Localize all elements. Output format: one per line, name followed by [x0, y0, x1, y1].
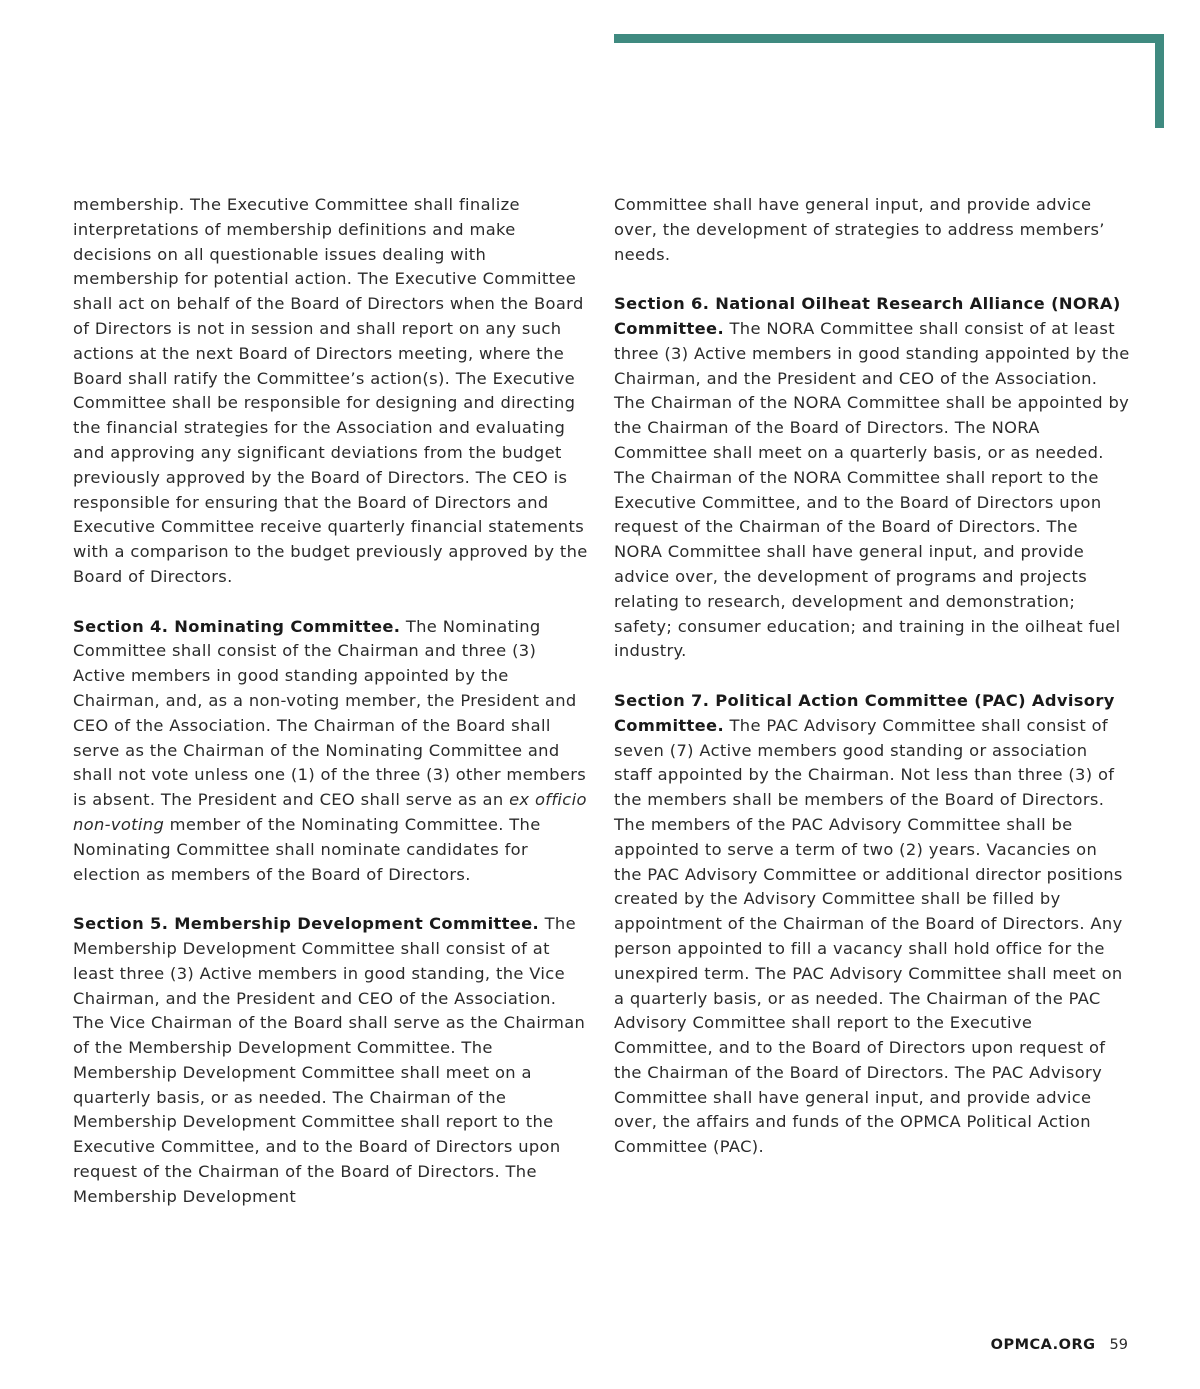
- page-footer: [991, 1337, 1128, 1353]
- section-6-paragraph: [614, 292, 1130, 664]
- corner-accent-horizontal: [614, 34, 1164, 43]
- section-5-paragraph: [73, 912, 591, 1210]
- section-6-text: The NORA Committee shall consist of at least three (3) Active members in good standing appointed by the Chairman, and the President and CEO of the Association. The Chairman of the NORA Committee shall be appointed by the Chairman of the Board of Directors. The NORA Committee shall meet on a quarterly basis, or as needed. The Chairman of the NORA Committee shall report to the Executive Committee, and to the Board of Directors upon request of the Chairman of the Board of Directors. The NORA Committee shall have general input, and provide advice over, the development of programs and projects relating to research, development and demonstration; safety; consumer education; and training in the oilheat fuel industry.: [614, 318, 1130, 661]
- section-4-text-a: The Nominating Committee shall consist of the Chairman and three (3) Active members in good standing appointed by the Chairman, and, as a non-voting member, the President and CEO of the Association. The Chairman of the Board shall serve as the Chairman of the Nominating Committee and shall not vote unless one (1) of the three (3) other members is absent. The President and CEO shall serve as an: [73, 616, 587, 810]
- section-4-paragraph: [73, 615, 591, 888]
- section-7-heading: Section 7. Political Action Committee (PAC) Advisory Committee.: [614, 690, 1115, 735]
- section-4-italic: ex officio non-voting: [73, 790, 587, 834]
- right-column: [614, 193, 1130, 1185]
- corner-accent-vertical: [1155, 34, 1164, 128]
- membership-continuation-paragraph: Committee shall have general input, and provide advice over, the development of strategies to address members’ needs.: [614, 195, 1105, 264]
- page-number: 59: [1109, 1337, 1128, 1353]
- section-7-paragraph: [614, 689, 1130, 1160]
- left-column: [73, 193, 591, 1234]
- section-6-heading: Section 6. National Oilheat Research Alliance (NORA) Committee.: [614, 294, 1121, 338]
- section-4-text-b: member of the Nominating Committee. The Nominating Committee shall nominate candidates for election as members of the Board of Directors.: [73, 814, 541, 884]
- section-7-text: The PAC Advisory Committee shall consist of seven (7) Active members good standing or association staff appointed by the Chairman. Not less than three (3) of the members shall be members of the Board of Directors. The members of the PAC Advisory Committee shall be appointed to serve a term of two (2) years. Vacancies on the PAC Advisory Committee or additional director positions created by the Advisory Committee shall be filled by appointment of the Chairman of the Board of Directors. Any person appointed to fill a vacancy shall hold office for the unexpired term. The PAC Advisory Committee shall meet on a quarterly basis, or as needed. The Chairman of the PAC Advisory Committee shall report to the Executive Committee, and to the Board of Directors upon request of the Chairman of the Board of Directors. The PAC Advisory Committee shall have general input, and provide advice over, the affairs and funds of the OPMCA Political Action Committee (PAC).: [614, 715, 1123, 1157]
- section-5-heading: Section 5. Membership Development Committee.: [73, 914, 540, 934]
- footer-site: OPMCA.ORG: [990, 1337, 1096, 1353]
- section-5-text: The Membership Development Committee shall consist of at least three (3) Active members in good standing, the Vice Chairman, and the President and CEO of the Association. The Vice Chairman of the Board shall serve as the Chairman of the Membership Development Committee. The Membership Development Committee shall meet on a quarterly basis, or as needed. The Chairman of the Membership Development Committee shall report to the Executive Committee, and to the Board of Directors upon request of the Chairman of the Board of Directors. The Membership Development: [73, 914, 586, 1206]
- section-4-heading: Section 4. Nominating Committee.: [73, 616, 401, 636]
- executive-committee-paragraph: membership. The Executive Committee shall finalize interpretations of membership definitions and make decisions on all questionable issues dealing with membership for potential action. The Executive Committee shall act on behalf of the Board of Directors when the Board of Directors is not in session and shall report on any such actions at the next Board of Directors meeting, where the Board shall ratify the Committee’s action(s). The Executive Committee shall be responsible for designing and directing the financial strategies for the Association and evaluating and approving any significant deviations from the budget previously approved by the Board of Directors. The CEO is responsible for ensuring that the Board of Directors and Executive Committee receive quarterly financial statements with a comparison to the budget previously approved by the Board of Directors.: [73, 195, 588, 586]
